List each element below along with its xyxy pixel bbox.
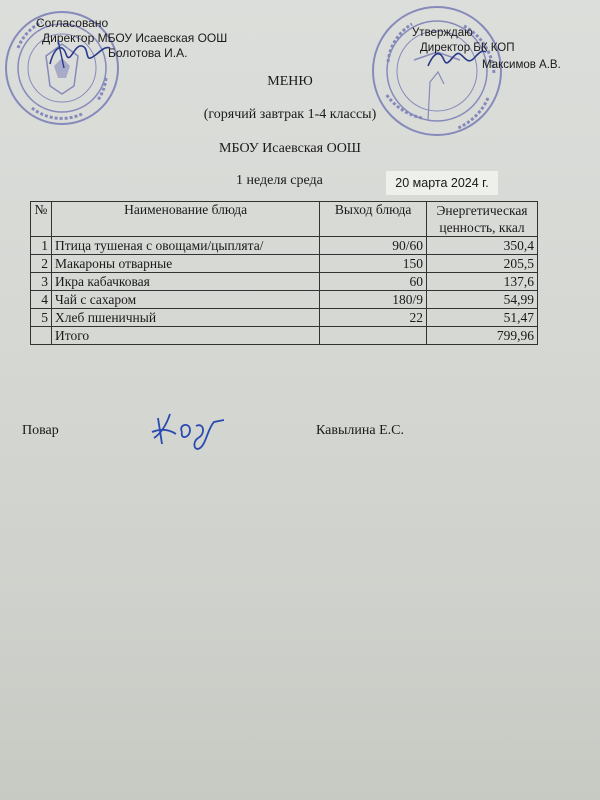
header-energy-line1: Энергетическая — [436, 203, 528, 218]
date-label: 20 марта 2024 г. — [386, 171, 498, 195]
row-name: Чай с сахаром — [51, 291, 319, 309]
approval-right-line3: Максимов А.В. — [482, 59, 561, 71]
total-num — [31, 327, 52, 345]
table-row — [31, 237, 538, 255]
row-energy: 350,4 — [427, 237, 538, 255]
school-name: МБОУ Исаевская ООШ — [219, 141, 361, 156]
week-day: 1 неделя среда — [236, 173, 323, 188]
approval-left-line3: Болотова И.А. — [108, 46, 188, 60]
cook-signature — [148, 404, 228, 456]
table-row — [31, 309, 538, 327]
row-num: 3 — [31, 273, 52, 291]
row-energy: 205,5 — [427, 255, 538, 273]
cook-role: Повар — [22, 423, 59, 438]
row-name: Икра кабачковая — [51, 273, 319, 291]
approval-left-line1: Согласовано — [36, 16, 109, 30]
header-energy-line2: ценность, ккал — [439, 220, 525, 235]
total-output — [320, 327, 427, 345]
row-num: 5 — [31, 309, 52, 327]
row-energy: 54,99 — [427, 291, 538, 309]
page-subtitle: (горячий завтрак 1-4 классы) — [203, 107, 377, 122]
page-title: МЕНЮ — [267, 74, 313, 89]
total-label: Итого — [51, 327, 319, 345]
table-row — [31, 255, 538, 273]
approval-left-line2: Директор МБОУ Исаевская ООШ — [42, 31, 228, 45]
table-row — [31, 273, 538, 291]
row-output: 60 — [320, 273, 427, 291]
row-output: 90/60 — [320, 237, 427, 255]
row-output: 150 — [320, 255, 427, 273]
header-output: Выход блюда — [320, 202, 427, 237]
row-num: 4 — [31, 291, 52, 309]
approval-right-line2: Директор БК КОП — [420, 42, 515, 54]
row-output: 180/9 — [320, 291, 427, 309]
row-name: Птица тушеная с овощами/цыплята/ — [51, 237, 319, 255]
approval-right-line1: Утверждаю — [412, 27, 473, 39]
total-energy: 799,96 — [427, 327, 538, 345]
row-name: Макароны отварные — [51, 255, 319, 273]
table-total-row — [31, 327, 538, 345]
row-num: 2 — [31, 255, 52, 273]
header-energy — [427, 202, 538, 237]
header-name: Наименование блюда — [51, 202, 319, 237]
right-signature — [424, 44, 488, 74]
header-num: № — [31, 202, 52, 237]
row-name: Хлеб пшеничный — [51, 309, 319, 327]
row-energy: 51,47 — [427, 309, 538, 327]
table-row — [31, 291, 538, 309]
table-header-row — [31, 202, 538, 237]
left-signature — [44, 34, 114, 74]
row-num: 1 — [31, 237, 52, 255]
row-energy: 137,6 — [427, 273, 538, 291]
row-output: 22 — [320, 309, 427, 327]
menu-table — [30, 201, 538, 345]
cook-name: Кавылина Е.С. — [316, 423, 404, 438]
